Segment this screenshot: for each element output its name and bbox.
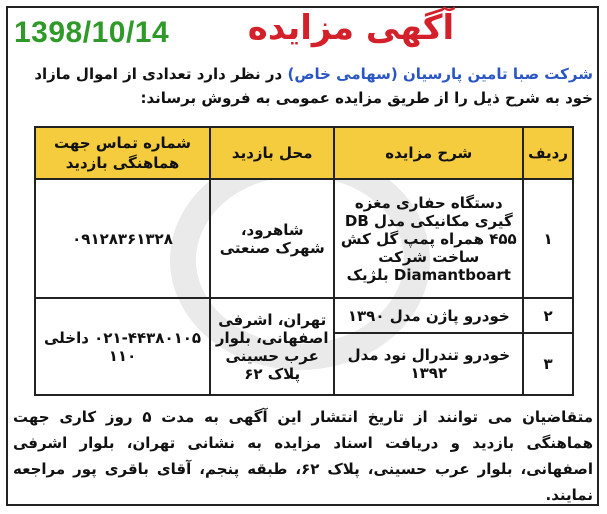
row-contact-phone: ۰۹۱۲۸۳۶۱۳۲۸ [35, 179, 210, 298]
header-contact-phone: شماره تماس جهت هماهنگی بازدید [35, 127, 210, 179]
row-number: ۱ [523, 179, 573, 298]
row-contact-phone: ۰۲۱-۴۴۳۸۰۱۰۵ داخلی ۱۱۰ [35, 298, 210, 395]
row-visit-place: شاهرود، شهرک صنعتی [210, 179, 334, 298]
row-number: ۳ [523, 333, 573, 395]
footer-paragraph: متقاضیان می توانند از تاریخ انتشار این آگهی به مدت ۵ روز کاری جهت هماهنگی بازدید و دریافت اسناد مزایده به نشانی تهران، بلوار اشرفی اصفهانی، بلوار عرب حسینی، پلاک ۶۲، طبقه پنجم، آقای باقری پور مراجعه نمایند. [13, 408, 593, 504]
header-visit-place: محل بازدید [210, 127, 334, 179]
row-description: دستگاه حفاری مغزه گیری مکانیکی مدل DB ۴۵۵ همراه پمپ گل کش ساخت شرکت Diamantboart بلژیک [334, 179, 523, 298]
row-description: خودرو تندرال نود مدل ۱۳۹۲ [334, 333, 523, 395]
header-row-number: ردیف [523, 127, 573, 179]
table-header-row [35, 127, 573, 179]
intro-text: در نظر دارد تعدادی از اموال مازاد خود به شرح ذیل را از طریق مزایده عمومی به فروش برساند: [34, 65, 593, 107]
company-name: شرکت صبا تامین پارسیان (سهامی خاص) [287, 65, 593, 83]
row-description: خودرو پاژن مدل ۱۳۹۰ [334, 298, 523, 333]
publish-date: 1398/10/14 [14, 16, 170, 49]
row-number: ۲ [523, 298, 573, 333]
table-row [35, 179, 573, 298]
row-visit-place: تهران، اشرفی اصفهانی، بلوار عرب حسینی پلاک ۶۲ [210, 298, 334, 395]
intro-paragraph [13, 62, 593, 110]
header-description: شرح مزایده [334, 127, 523, 179]
auction-table [34, 126, 574, 396]
table-row [35, 298, 573, 333]
ad-title: آگهی مزایده [247, 8, 455, 48]
